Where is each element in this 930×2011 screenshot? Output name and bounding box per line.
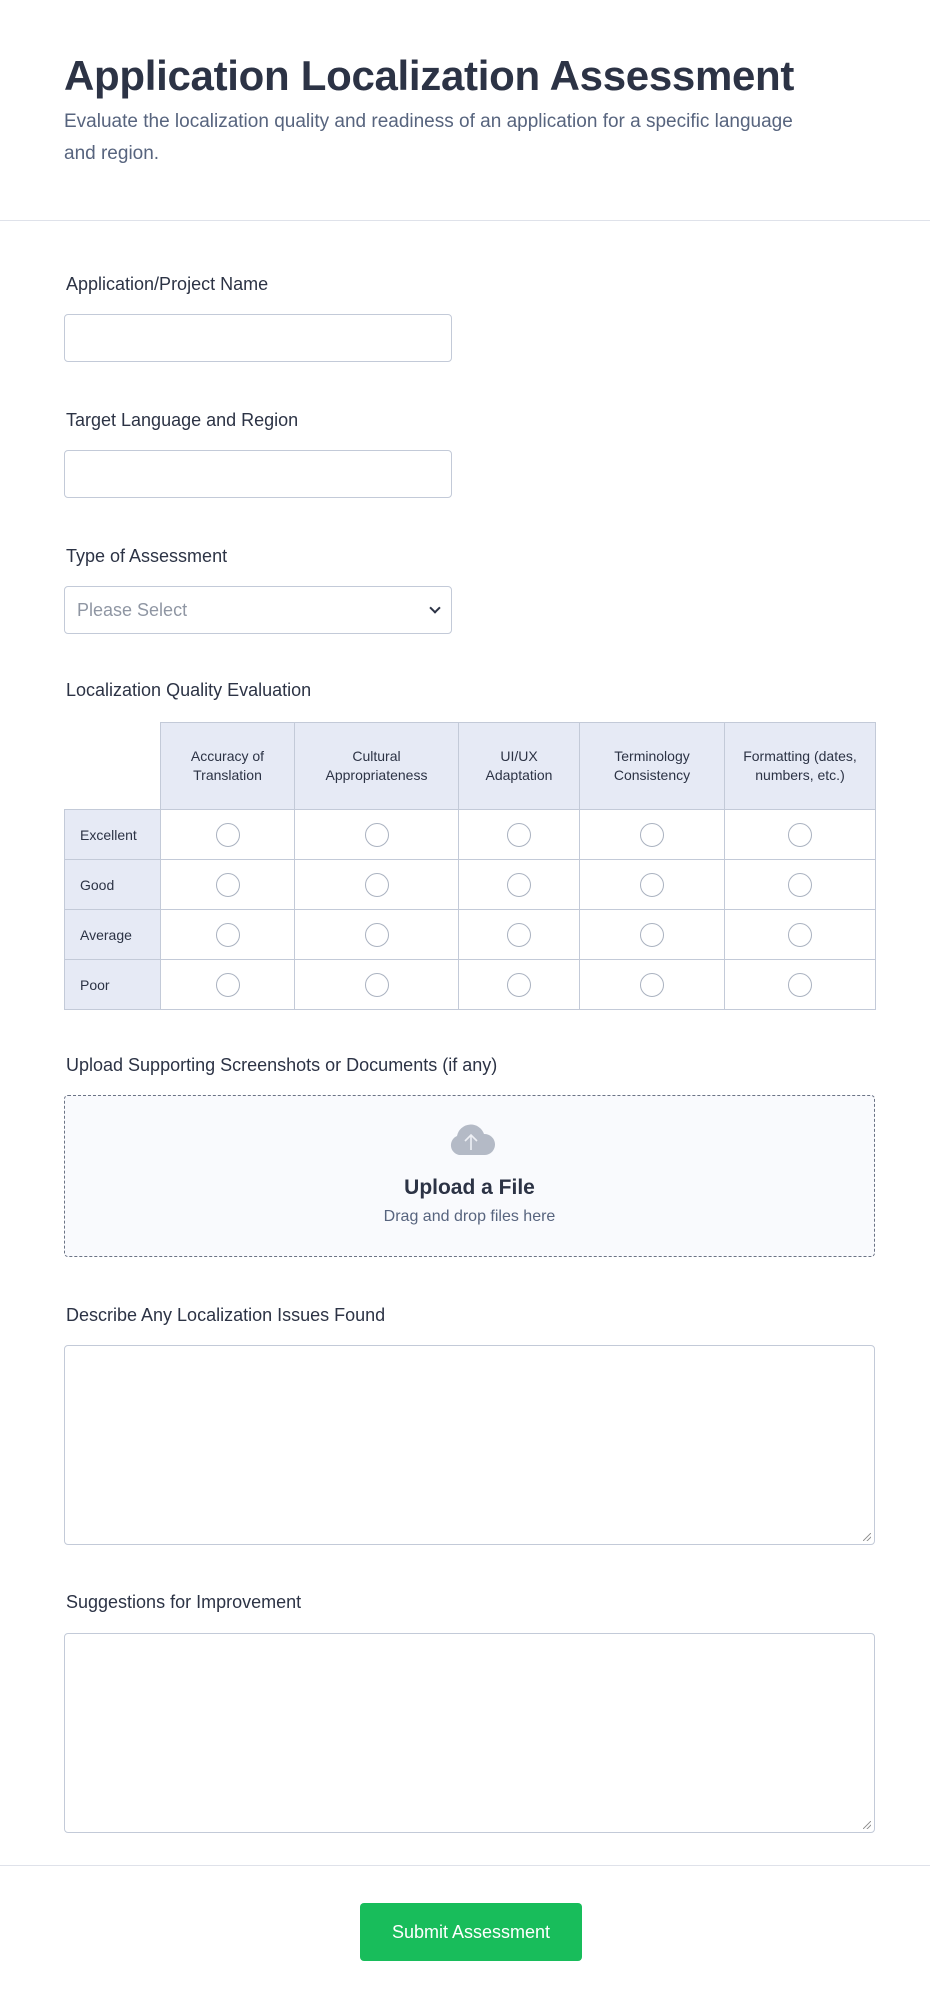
- matrix-column-header: Terminology Consistency: [580, 723, 725, 810]
- matrix-column-header: Cultural Appropriateness: [295, 723, 459, 810]
- header-divider: [0, 220, 930, 221]
- matrix-row-label: Excellent: [65, 810, 161, 860]
- radio-button[interactable]: [216, 873, 240, 897]
- matrix-cell: [161, 910, 295, 960]
- matrix-cell: [295, 860, 459, 910]
- radio-button[interactable]: [788, 973, 812, 997]
- radio-button[interactable]: [216, 923, 240, 947]
- matrix-row: [65, 860, 876, 910]
- target-language-label: Target Language and Region: [66, 410, 299, 430]
- project-name-label: Application/Project Name: [66, 274, 269, 294]
- matrix-cell: [580, 910, 725, 960]
- matrix-row-label: Good: [65, 860, 161, 910]
- matrix-cell: [580, 960, 725, 1010]
- radio-button[interactable]: [640, 823, 664, 847]
- matrix-label: Localization Quality Evaluation: [66, 680, 312, 700]
- matrix-cell: [459, 860, 580, 910]
- chevron-down-icon: [429, 602, 440, 613]
- radio-button[interactable]: [216, 973, 240, 997]
- matrix-corner: [65, 723, 161, 810]
- matrix-cell: [725, 910, 876, 960]
- matrix-column-header: Formatting (dates, numbers, etc.): [725, 723, 876, 810]
- matrix-row: [65, 810, 876, 860]
- matrix-cell: [459, 910, 580, 960]
- resize-handle[interactable]: [863, 1533, 871, 1541]
- radio-button[interactable]: [640, 923, 664, 947]
- matrix-cell: [295, 960, 459, 1010]
- upload-hint: Drag and drop files here: [383, 1208, 556, 1225]
- matrix-cell: [295, 910, 459, 960]
- matrix-cell: [459, 810, 580, 860]
- assessment-type-select[interactable]: [64, 586, 452, 634]
- issues-label: Describe Any Localization Issues Found: [66, 1305, 386, 1325]
- radio-button[interactable]: [365, 823, 389, 847]
- radio-button[interactable]: [216, 823, 240, 847]
- issues-textarea[interactable]: [64, 1345, 875, 1545]
- radio-button[interactable]: [365, 873, 389, 897]
- matrix-cell: [459, 960, 580, 1010]
- page-title: Application Localization Assessment: [64, 52, 795, 99]
- project-name-input[interactable]: [64, 314, 452, 362]
- suggestions-textarea[interactable]: [64, 1633, 875, 1833]
- target-language-input[interactable]: [64, 450, 452, 498]
- suggestions-label: Suggestions for Improvement: [66, 1592, 302, 1612]
- matrix-cell: [725, 960, 876, 1010]
- matrix-cell: [725, 860, 876, 910]
- matrix-cell: [580, 860, 725, 910]
- submit-button[interactable]: Submit Assessment: [360, 1903, 582, 1961]
- matrix-cell: [725, 810, 876, 860]
- page-subtitle: Evaluate the localization quality and readiness of an application for a specific language and region.: [64, 111, 793, 164]
- radio-button[interactable]: [788, 823, 812, 847]
- matrix-cell: [161, 860, 295, 910]
- radio-button[interactable]: [640, 873, 664, 897]
- radio-button[interactable]: [788, 923, 812, 947]
- matrix-row-label: Poor: [65, 960, 161, 1010]
- matrix-cell: [295, 810, 459, 860]
- upload-label: Upload Supporting Screenshots or Documents (if any): [66, 1055, 498, 1075]
- file-dropzone[interactable]: [64, 1095, 875, 1257]
- assessment-type-label: Type of Assessment: [66, 546, 228, 566]
- assessment-type-placeholder: Please Select: [77, 599, 188, 620]
- footer-divider: [0, 1865, 930, 1866]
- quality-matrix: [64, 722, 876, 1010]
- matrix-column-header: Accuracy of Translation: [161, 723, 295, 810]
- radio-button[interactable]: [507, 823, 531, 847]
- matrix-cell: [161, 960, 295, 1010]
- radio-button[interactable]: [507, 873, 531, 897]
- radio-button[interactable]: [507, 923, 531, 947]
- matrix-row-label: Average: [65, 910, 161, 960]
- cloud-upload-icon: [447, 1122, 495, 1156]
- radio-button[interactable]: [788, 873, 812, 897]
- matrix-column-header: UI/UX Adaptation: [459, 723, 580, 810]
- radio-button[interactable]: [640, 973, 664, 997]
- resize-handle[interactable]: [863, 1821, 871, 1829]
- matrix-row: [65, 910, 876, 960]
- matrix-row: [65, 960, 876, 1010]
- radio-button[interactable]: [365, 923, 389, 947]
- radio-button[interactable]: [507, 973, 531, 997]
- upload-title: Upload a File: [404, 1176, 535, 1199]
- matrix-cell: [580, 810, 725, 860]
- matrix-cell: [161, 810, 295, 860]
- radio-button[interactable]: [365, 973, 389, 997]
